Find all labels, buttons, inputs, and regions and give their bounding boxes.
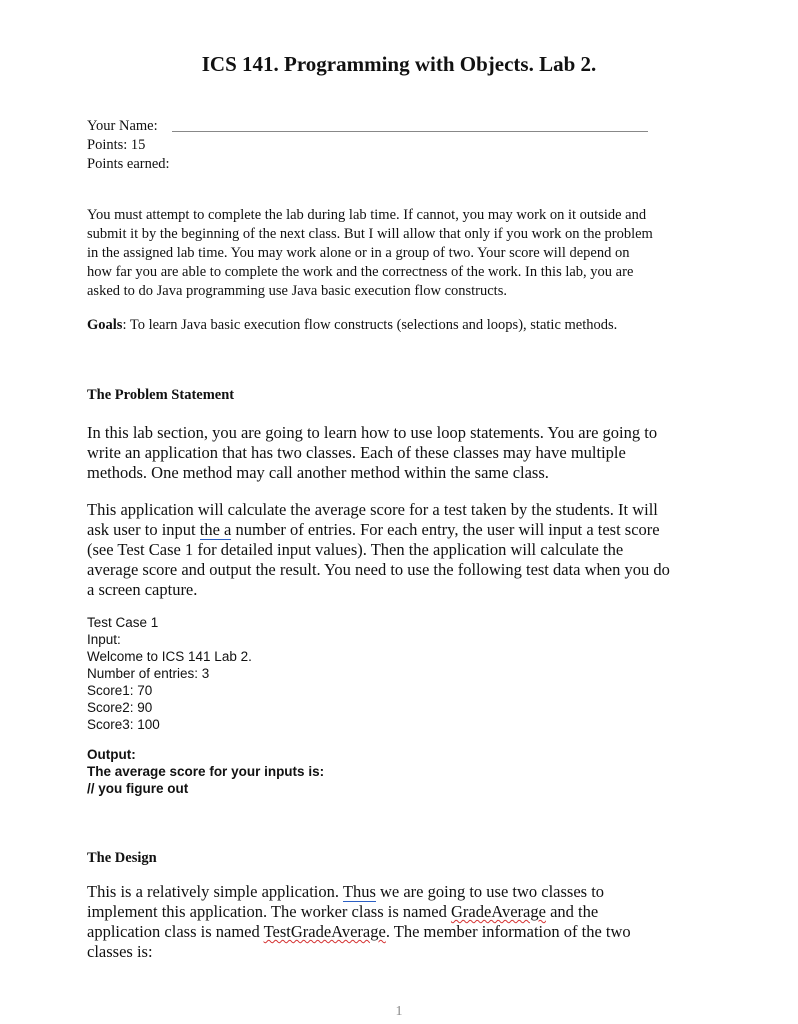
problem-p1-line-2: write an application that has two classes. Each of these classes may have multiple bbox=[87, 443, 626, 462]
intro-line-2: submit it by the beginning of the next class. But I will allow that only if you work on the problem bbox=[87, 226, 653, 242]
design-line3-pre: application class is named bbox=[87, 922, 264, 941]
design-line-2 bbox=[87, 902, 598, 922]
test-case-entries: Number of entries: 3 bbox=[87, 666, 210, 681]
goals-label: Goals bbox=[87, 317, 123, 333]
intro-line-4: how far you are able to complete the work and the correctness of the work. In this lab, you are bbox=[87, 264, 634, 280]
design-line-1 bbox=[87, 882, 604, 902]
grammar-underlined-text: the a bbox=[199, 520, 232, 539]
points-label: Points: 15 bbox=[87, 137, 146, 153]
test-case-welcome: Welcome to ICS 141 Lab 2. bbox=[87, 649, 252, 664]
design-line2-pre: implement this application. The worker class is named bbox=[87, 902, 451, 921]
output-label: Output: bbox=[87, 747, 136, 762]
problem-heading: The Problem Statement bbox=[87, 387, 235, 403]
your-name-label: Your Name: bbox=[87, 118, 158, 134]
intro-line-1: You must attempt to complete the lab during lab time. If cannot, you may work on it outside and bbox=[87, 207, 647, 223]
p2-line2-post: number of entries. For each entry, the user will input a test score bbox=[231, 520, 660, 539]
test-case-title: Test Case 1 bbox=[87, 615, 159, 630]
test-case-input-label: Input: bbox=[87, 632, 121, 647]
design-line1-pre: This is a relatively simple application. bbox=[87, 882, 343, 901]
goals-line bbox=[87, 317, 617, 334]
design-line2-post: and the bbox=[545, 902, 599, 921]
design-heading: The Design bbox=[87, 850, 157, 866]
p2-line2-pre: ask user to input bbox=[87, 520, 200, 539]
points-earned-label: Points earned: bbox=[87, 156, 170, 172]
design-line1-post: we are going to use two classes to bbox=[375, 882, 605, 901]
output-comment: // you figure out bbox=[87, 781, 189, 796]
problem-p2-line-5: a screen capture. bbox=[87, 580, 198, 599]
problem-p2-line-4: average score and output the result. You need to use the following test data when you do bbox=[87, 560, 670, 579]
design-line3-post: . The member information of the two bbox=[385, 922, 631, 941]
design-line-4: classes is: bbox=[87, 942, 153, 961]
test-case-score2: Score2: 90 bbox=[87, 700, 153, 715]
goals-text: : To learn Java basic execution flow constructs (selections and loops), static methods. bbox=[122, 317, 618, 333]
name-blank-line[interactable] bbox=[172, 131, 648, 132]
spelling-flagged-word: TestGradeAverage bbox=[263, 922, 386, 941]
test-case-score1: Score1: 70 bbox=[87, 683, 153, 698]
test-case-score3: Score3: 100 bbox=[87, 717, 160, 732]
problem-p2-line-1: This application will calculate the average score for a test taken by the students. It will bbox=[87, 500, 658, 519]
design-line-3 bbox=[87, 922, 631, 942]
problem-p1-line-3: methods. One method may call another method within the same class. bbox=[87, 463, 549, 482]
problem-p2-line-3: (see Test Case 1 for detailed input values). Then the application will calculate the bbox=[87, 540, 624, 559]
grammar-underlined-text: Thus bbox=[342, 882, 376, 901]
page-number: 1 bbox=[395, 1004, 403, 1019]
output-average-text: The average score for your inputs is: bbox=[87, 764, 325, 779]
intro-line-3: in the assigned lab time. You may work alone or in a group of two. Your score will depend on bbox=[87, 245, 630, 261]
intro-line-5: asked to do Java programming use Java basic execution flow constructs. bbox=[87, 283, 507, 299]
document-title: ICS 141. Programming with Objects. Lab 2. bbox=[201, 52, 597, 76]
problem-p2-line-2 bbox=[87, 520, 660, 540]
spelling-flagged-word: GradeAverage bbox=[450, 902, 546, 921]
problem-p1-line-1: In this lab section, you are going to learn how to use loop statements. You are going to bbox=[87, 423, 658, 442]
